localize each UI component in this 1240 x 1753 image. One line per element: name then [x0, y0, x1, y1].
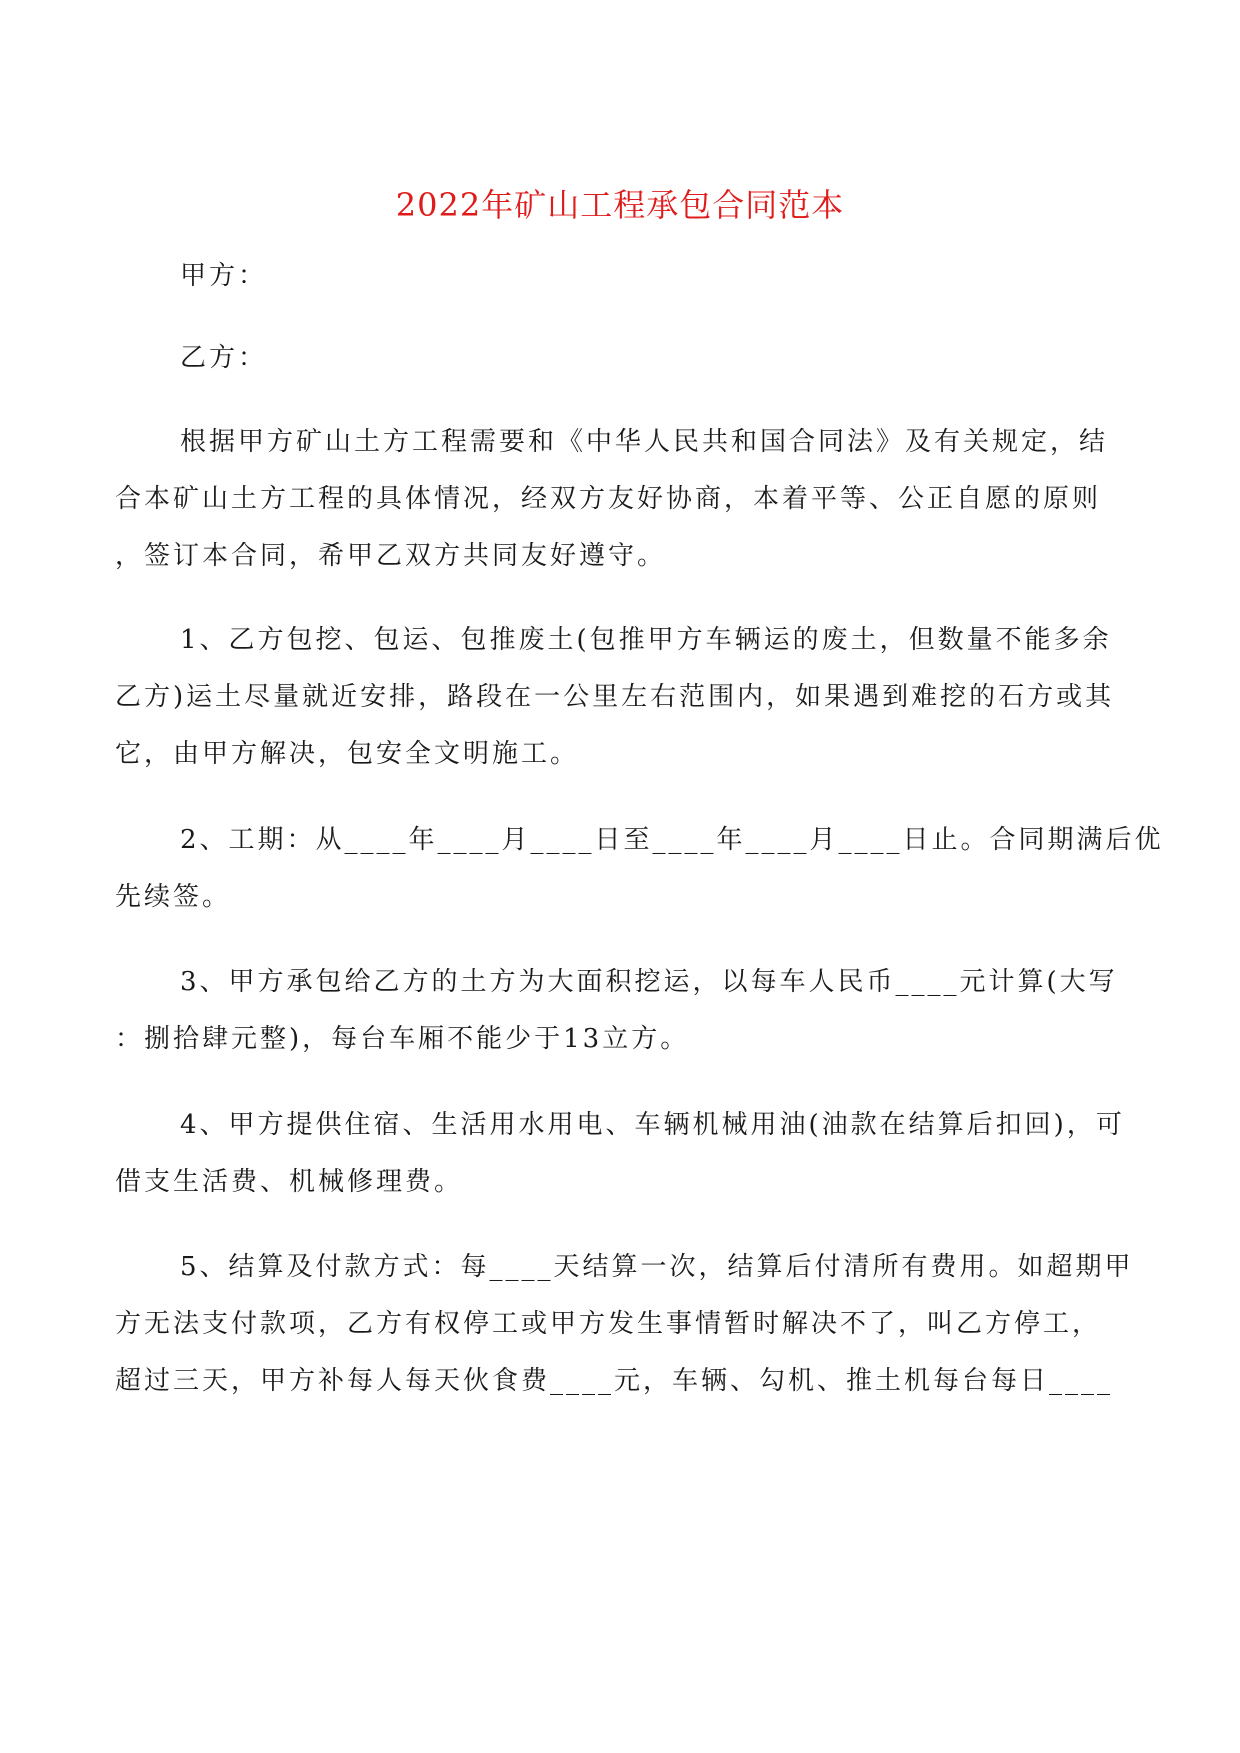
clause-1-line-3: 它，由甲方解决，包安全文明施工。 — [115, 739, 580, 769]
clause-3-line-2: ：捌拾肆元整)，每台车厢不能少于13立方。 — [115, 1024, 690, 1054]
clause-2-line-1: 2、工期：从____年____月____日至____年____月____日止。合同期满后优 — [180, 825, 1164, 855]
intro-line-3: ，签订本合同，希甲乙双方共同友好遵守。 — [115, 541, 667, 571]
clause-2-line-2: 先续签。 — [115, 882, 232, 912]
clause-4-line-1: 4、甲方提供住宿、生活用水用电、车辆机械用油(油款在结算后扣回)，可 — [180, 1110, 1125, 1140]
intro-line-2: 合本矿山土方工程的具体情况，经双方友好协商，本着平等、公正自愿的原则 — [115, 484, 1102, 514]
clause-4-line-2: 借支生活费、机械修理费。 — [115, 1167, 464, 1197]
clause-1-line-1: 1、乙方包挖、包运、包推废土(包推甲方车辆运的废土，但数量不能多余 — [180, 625, 1112, 655]
clause-5-line-3: 超过三天，甲方补每人每天伙食费____元，车辆、勾机、推土机每台每日____ — [115, 1366, 1114, 1396]
party-b-label: 乙方： — [180, 343, 268, 373]
clause-5-line-1: 5、结算及付款方式：每____天结算一次，结算后付清所有费用。如超期甲 — [180, 1252, 1134, 1282]
clause-3-line-1: 3、甲方承包给乙方的土方为大面积挖运，以每车人民币____元计算(大写 — [180, 967, 1118, 997]
party-a-label: 甲方： — [180, 261, 268, 291]
document-title: 2022年矿山工程承包合同范本 — [395, 186, 845, 224]
clause-1-line-2: 乙方)运土尽量就近安排，路段在一公里左右范围内，如果遇到难挖的石方或其 — [115, 682, 1115, 712]
clause-5-line-2: 方无法支付款项，乙方有权停工或甲方发生事情暂时解决不了，叫乙方停工， — [115, 1309, 1102, 1339]
intro-line-1: 根据甲方矿山土方工程需要和《中华人民共和国合同法》及有关规定，结 — [180, 427, 1109, 457]
